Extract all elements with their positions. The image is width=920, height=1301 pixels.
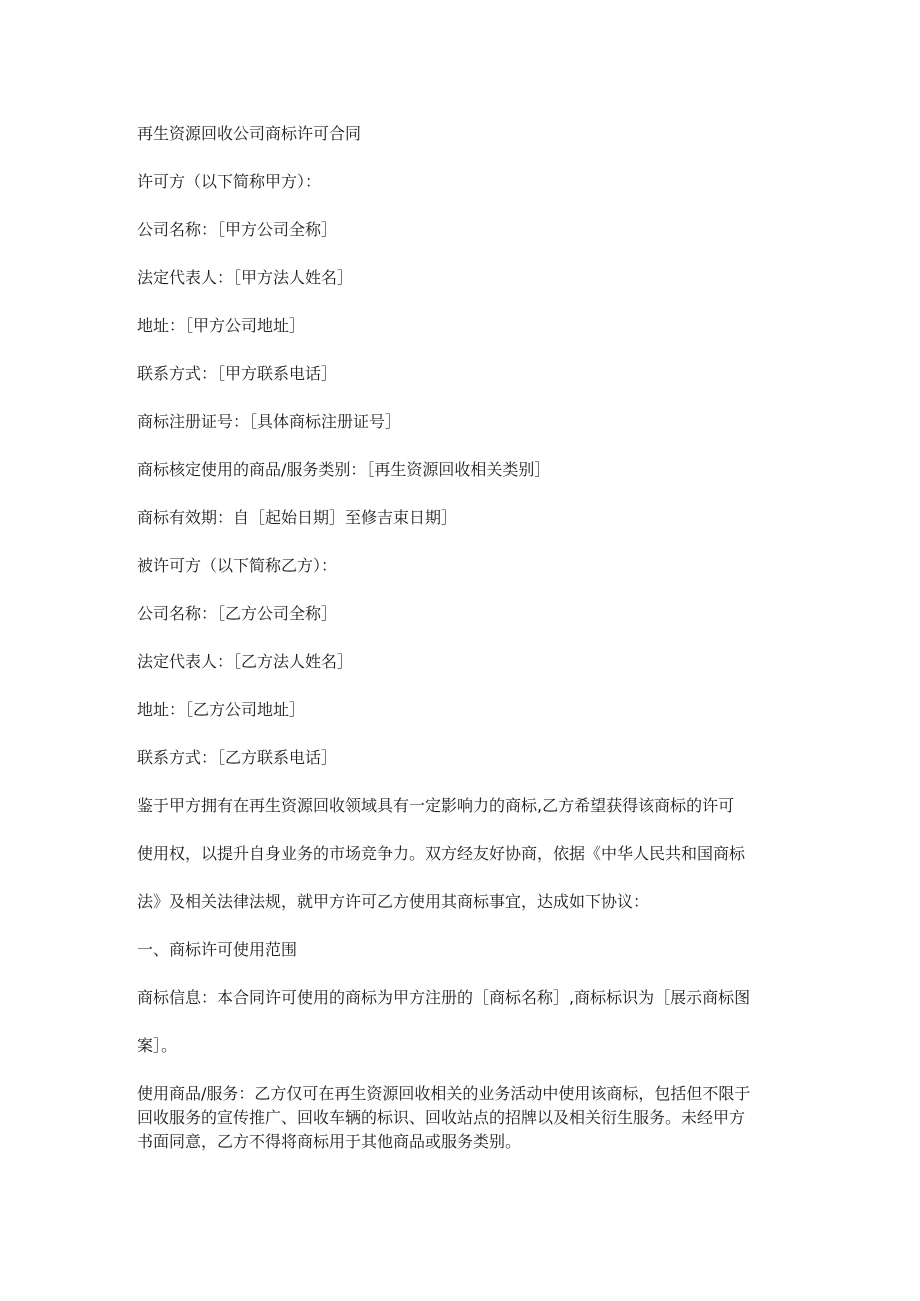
licensor-heading: 许可方（以下简称甲方）： — [137, 172, 322, 191]
trademark-category: 商标核定使用的商品/服务类别：［再生资源回收相关类别］ — [137, 460, 551, 479]
usage-line: 回收服务的宣传推广、回收车辆的标识、回收站点的招牌以及相关衍生服务。未经甲方 — [137, 1108, 746, 1127]
trademark-info-line: 案］。 — [137, 1036, 178, 1055]
licensor-company: 公司名称：［甲方公司全称］ — [137, 220, 338, 239]
licensor-representative: 法定代表人：［甲方法人姓名］ — [137, 268, 354, 287]
trademark-info-paragraph — [137, 974, 797, 1070]
preamble-line: 鉴于甲方拥有在再生资源回收领域具有一定影响力的商标,乙方希望获得该商标的许可 — [137, 796, 735, 815]
preamble-line: 使用权，以提升自身业务的市场竞争力。双方经友好协商，依据《中华人民共和国商标 — [137, 844, 746, 863]
licensee-contact: 联系方式：［乙方联系电话］ — [137, 748, 338, 767]
trademark-info-line: 商标信息：本合同许可使用的商标为甲方注册的［商标名称］,商标标识为［展示商标图 — [137, 988, 751, 1007]
licensor-contact: 联系方式：［甲方联系电话］ — [137, 364, 338, 383]
usage-line: 书面同意，乙方不得将商标用于其他商品或服务类别。 — [137, 1132, 522, 1151]
document-body — [137, 122, 797, 1154]
licensee-address: 地址：［乙方公司地址］ — [137, 700, 306, 719]
licensee-company: 公司名称：［乙方公司全称］ — [137, 604, 338, 623]
trademark-validity: 商标有效期：自［起始日期］至修吉束日期］ — [137, 508, 458, 527]
licensee-heading: 被许可方（以下简称乙方）： — [137, 556, 338, 575]
preamble-line: 法》及相关法律法规，就甲方许可乙方使用其商标事宜，达成如下协议： — [137, 892, 650, 911]
usage-paragraph — [137, 1082, 797, 1154]
section1-heading: 一、商标许可使用范围 — [137, 940, 298, 959]
trademark-reg-no: 商标注册证号：［具体商标注册证号］ — [137, 412, 402, 431]
licensee-representative: 法定代表人：［乙方法人姓名］ — [137, 652, 354, 671]
document-title: 再生资源回收公司商标许可合同 — [137, 124, 362, 143]
preamble-paragraph — [137, 782, 797, 926]
licensor-address: 地址：［甲方公司地址］ — [137, 316, 306, 335]
usage-line: 使用商品/服务：乙方仅可在再生资源回收相关的业务活动中使用该商标，包括但不限于 — [137, 1084, 751, 1103]
